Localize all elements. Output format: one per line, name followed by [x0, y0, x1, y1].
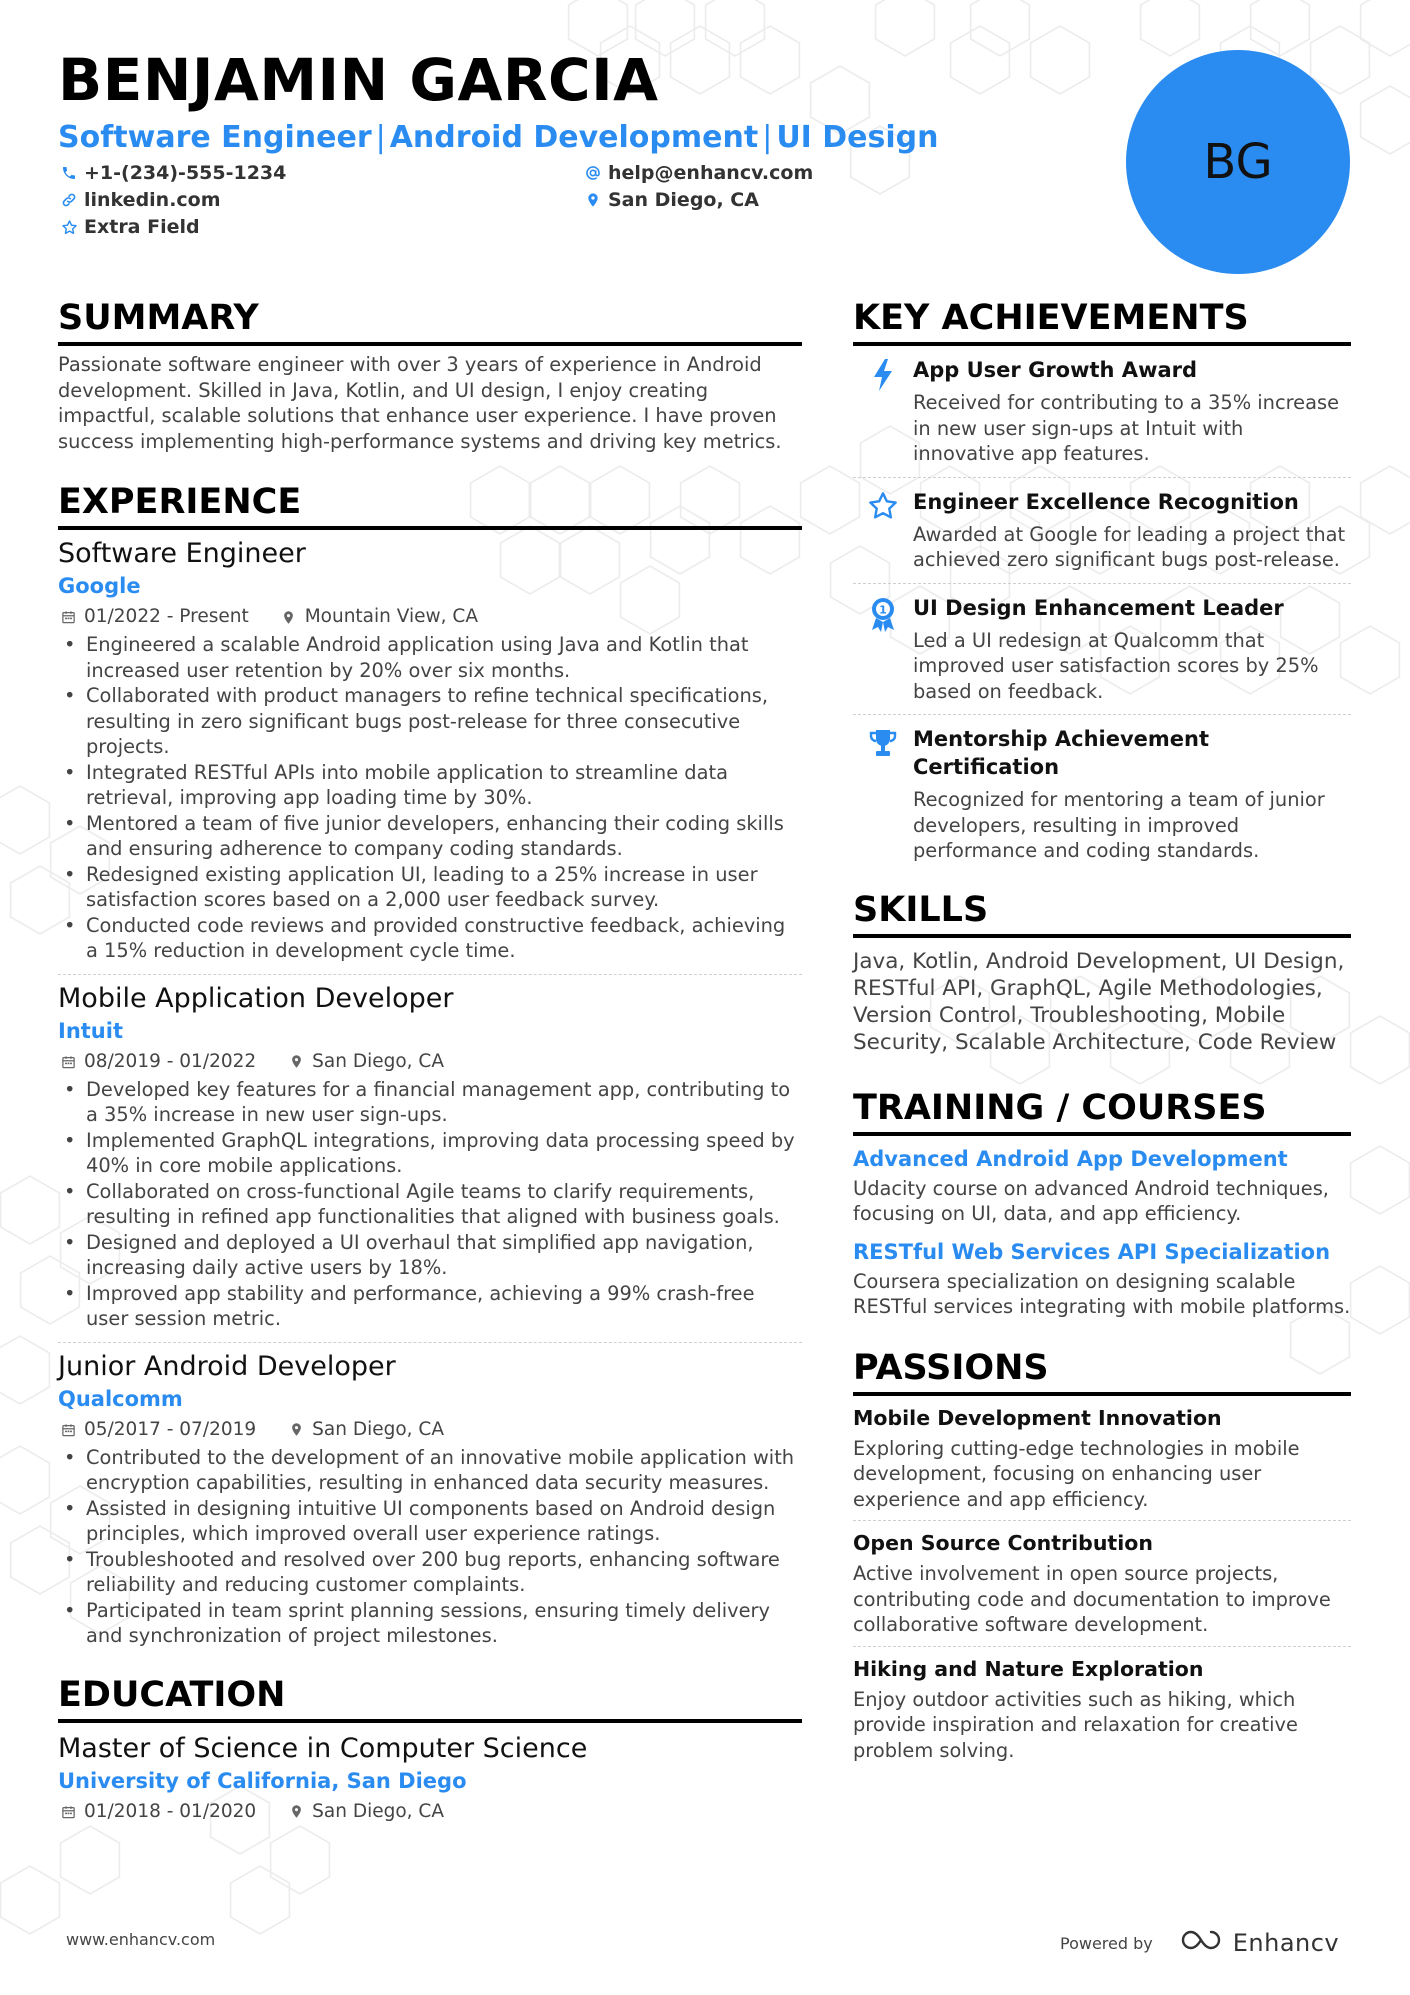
linkedin-text: linkedin.com — [84, 189, 221, 211]
job-entry-intuit — [58, 981, 802, 1343]
achievement-title: App User Growth Award — [913, 358, 1198, 382]
course-description: Coursera specialization on designing scalable RESTful services integrating with mobile platforms. — [853, 1269, 1351, 1318]
education-meta — [58, 1798, 802, 1826]
job-bullet: • Mentored a team of five junior developers, enhancing their coding skills and ensuring adherence to company coding standards. — [58, 811, 802, 862]
passion-title: Mobile Development Innovation — [853, 1405, 1222, 1430]
achievement-item — [853, 715, 1351, 874]
experience-section — [58, 480, 802, 1659]
candidate-name: BENJAMIN GARCIA — [58, 46, 659, 114]
svg-text:1: 1 — [879, 603, 887, 616]
education-dates: 01/2018 - 01/2020 — [84, 1800, 257, 1822]
contact-extra-field — [58, 214, 582, 240]
education-heading: EDUCATION — [58, 1673, 802, 1723]
enhancv-logo-icon — [1179, 1928, 1233, 1958]
passions-heading: PASSIONS — [853, 1346, 1351, 1396]
job-title: Junior Android Developer — [58, 1350, 396, 1382]
skills-list: Java, Kotlin, Android Development, UI Design, RESTful API, GraphQL, Agile Methodologies, Version Control, Troubleshooting, Mobile Security, Scalable Architecture, Code Review — [853, 948, 1345, 1055]
training-heading: TRAINING / COURSES — [853, 1086, 1351, 1136]
job-bullet: • Implemented GraphQL integrations, improving data processing speed by 40% in core mobile applications. — [58, 1128, 802, 1179]
contact-linkedin[interactable] — [58, 187, 582, 213]
job-bullet: • Contributed to the development of an innovative mobile application with encryption capabilities, resulting in enhanced data security measures. — [58, 1445, 802, 1496]
job-bullet: • Developed key features for a financial management app, contributing to a 35% increase in new user sign-ups. — [58, 1077, 802, 1128]
location-pin-icon — [286, 1420, 306, 1440]
achievement-title: Mentorship Achievement Certification — [913, 727, 1210, 779]
training-section — [853, 1086, 1351, 1320]
calendar-icon — [58, 1052, 78, 1072]
job-bullets — [58, 1445, 802, 1649]
trophy-icon — [867, 727, 899, 864]
contact-email[interactable] — [582, 160, 882, 186]
star-icon — [866, 490, 900, 573]
passion-description: Exploring cutting-edge technologies in mobile development, focusing on enhancing user experience and app efficiency. — [853, 1436, 1300, 1511]
job-dates: 08/2019 - 01/2022 — [84, 1050, 257, 1072]
job-dates: 05/2017 - 07/2019 — [84, 1418, 257, 1440]
company-name: Qualcomm — [58, 1386, 183, 1411]
phone-text: +1-(234)-555-1234 — [84, 162, 287, 184]
headline-title-3: UI Design — [776, 120, 939, 155]
summary-text: Passionate software engineer with over 3 years of experience in Android development. Skilled in Java, Kotlin, and UI design, I enjoy creating impactful, scalable solutions that enhance user experience. I have proven success implementing high-performance systems and driving key metrics. — [58, 353, 782, 453]
job-bullet: • Redesigned existing application UI, leading to a 25% increase in user satisfaction scores based on a 2,000 user feedback survey. — [58, 862, 802, 913]
course-title: RESTful Web Services API Specialization — [853, 1239, 1331, 1264]
footer-website-link[interactable]: www.enhancv.com — [66, 1930, 216, 1949]
calendar-icon — [58, 1802, 78, 1822]
email-text: help@enhancv.com — [608, 162, 814, 184]
achievement-item — [853, 584, 1351, 716]
phone-icon — [58, 163, 80, 183]
job-title: Mobile Application Developer — [58, 982, 454, 1014]
calendar-icon — [58, 1420, 78, 1440]
achievement-description: Received for contributing to a 35% increase in new user sign-ups at Intuit with innovative app features. — [913, 391, 1340, 465]
passion-item — [853, 1647, 1351, 1772]
school-name: University of California, San Diego — [58, 1768, 467, 1793]
education-location: San Diego, CA — [312, 1800, 445, 1822]
contact-info — [58, 160, 1098, 240]
passion-description: Enjoy outdoor activities such as hiking, which provide inspiration and relaxation for creative problem solving. — [853, 1687, 1298, 1762]
contact-phone[interactable] — [58, 160, 582, 186]
location-pin-icon — [286, 1052, 306, 1072]
passion-title: Hiking and Nature Exploration — [853, 1656, 1204, 1681]
passion-title: Open Source Contribution — [853, 1531, 1153, 1555]
achievement-title: UI Design Enhancement Leader — [913, 595, 1284, 620]
achievement-description: Awarded at Google for leading a project that achieved zero significant bugs post-release. — [913, 522, 1346, 571]
achievement-title: Engineer Excellence Recognition — [913, 489, 1299, 514]
job-meta — [58, 1416, 802, 1444]
achievement-item — [853, 478, 1351, 584]
skills-section — [853, 888, 1351, 1056]
key-achievements-heading: KEY ACHIEVEMENTS — [853, 296, 1351, 346]
job-location: San Diego, CA — [312, 1050, 445, 1072]
job-title: Software Engineer — [58, 538, 306, 569]
job-bullets — [58, 1077, 802, 1332]
resume-header — [58, 42, 1098, 240]
at-icon — [582, 163, 604, 183]
job-bullet: • Collaborated with product managers to refine technical specifications, resulting in zero significant bugs post-release for three consecutive projects. — [58, 683, 802, 760]
link-icon — [58, 190, 80, 210]
star-outline-icon — [58, 217, 80, 237]
job-entry-google — [58, 536, 802, 975]
passions-section — [853, 1346, 1351, 1772]
lightning-icon — [871, 358, 895, 467]
headline-title-2: Android Development — [389, 120, 759, 155]
passion-item — [853, 1521, 1351, 1647]
location-pin-icon — [279, 607, 299, 627]
course-title: Advanced Android App Development — [853, 1146, 1288, 1171]
job-bullet: • Conducted code reviews and provided constructive feedback, achieving a 15% reduction in development cycle time. — [58, 913, 802, 964]
job-location: Mountain View, CA — [304, 606, 479, 627]
location-pin-icon — [582, 190, 604, 210]
skills-heading: SKILLS — [853, 888, 1351, 938]
achievement-description: Recognized for mentoring a team of junior developers, resulting in improved performance and coding standards. — [913, 788, 1325, 862]
powered-by-text: Powered by — [1060, 1933, 1153, 1953]
job-location: San Diego, CA — [312, 1418, 445, 1440]
job-dates: 01/2022 - Present — [84, 606, 249, 627]
job-bullet: • Improved app stability and performance, achieving a 99% crash-free user session metric. — [58, 1281, 802, 1332]
extra-field-text: Extra Field — [84, 216, 200, 238]
contact-location — [582, 187, 882, 213]
headline-separator: | — [762, 120, 773, 155]
left-column — [58, 296, 802, 1840]
summary-section — [58, 296, 802, 454]
job-bullet: • Integrated RESTful APIs into mobile application to streamline data retrieval, improving app loading time by 30%. — [58, 760, 802, 811]
job-bullet: • Participated in team sprint planning sessions, ensuring timely delivery and synchronization of project milestones. — [58, 1598, 802, 1649]
avatar — [1126, 50, 1350, 274]
medal-icon — [868, 596, 898, 705]
company-name: Google — [58, 574, 141, 598]
location-pin-icon — [286, 1802, 306, 1822]
job-meta — [58, 603, 802, 631]
headline-separator: | — [375, 120, 386, 155]
key-achievements-section — [853, 296, 1351, 874]
job-meta — [58, 1048, 802, 1076]
headline-title-1: Software Engineer — [58, 120, 372, 155]
passion-item — [853, 1396, 1351, 1522]
summary-heading: SUMMARY — [58, 296, 802, 346]
education-section — [58, 1673, 802, 1826]
enhancv-brand-link[interactable] — [1179, 1928, 1339, 1958]
job-bullet: • Engineered a scalable Android application using Java and Kotlin that increased user retention by 20% over six months. — [58, 632, 802, 683]
job-bullet: • Collaborated on cross-functional Agile teams to clarify requirements, resulting in refined app functionalities that aligned with business goals. — [58, 1179, 802, 1230]
enhancv-brand-text: Enhancv — [1232, 1929, 1340, 1957]
calendar-icon — [58, 607, 78, 627]
job-entry-qualcomm — [58, 1349, 802, 1659]
achievement-description: Led a UI redesign at Qualcomm that improved user satisfaction scores by 25% based on feedback. — [913, 628, 1319, 703]
job-bullet: • Designed and deployed a UI overhaul that simplified app navigation, increasing daily active users by 18%. — [58, 1230, 802, 1281]
location-text: San Diego, CA — [608, 189, 759, 211]
footer-powered-by — [1060, 1928, 1339, 1958]
course-description: Udacity course on advanced Android techniques, focusing on UI, data, and app efficiency. — [853, 1176, 1329, 1225]
experience-heading: EXPERIENCE — [58, 480, 802, 530]
achievement-item — [853, 346, 1351, 478]
job-bullet: • Assisted in designing intuitive UI components based on Android design principles, which improved overall user experience ratings. — [58, 1496, 802, 1547]
degree-title: Master of Science in Computer Science — [58, 1732, 588, 1764]
job-bullet: • Troubleshooted and resolved over 200 bug reports, enhancing software reliability and reducing customer complaints. — [58, 1547, 802, 1598]
job-bullets — [58, 632, 802, 964]
right-column — [853, 296, 1351, 1785]
headline — [58, 118, 1098, 158]
passion-description: Active involvement in open source projects, contributing code and documentation to improve collaborative software development. — [853, 1562, 1331, 1636]
company-name: Intuit — [58, 1018, 123, 1043]
avatar-initials: BG — [1203, 134, 1273, 190]
